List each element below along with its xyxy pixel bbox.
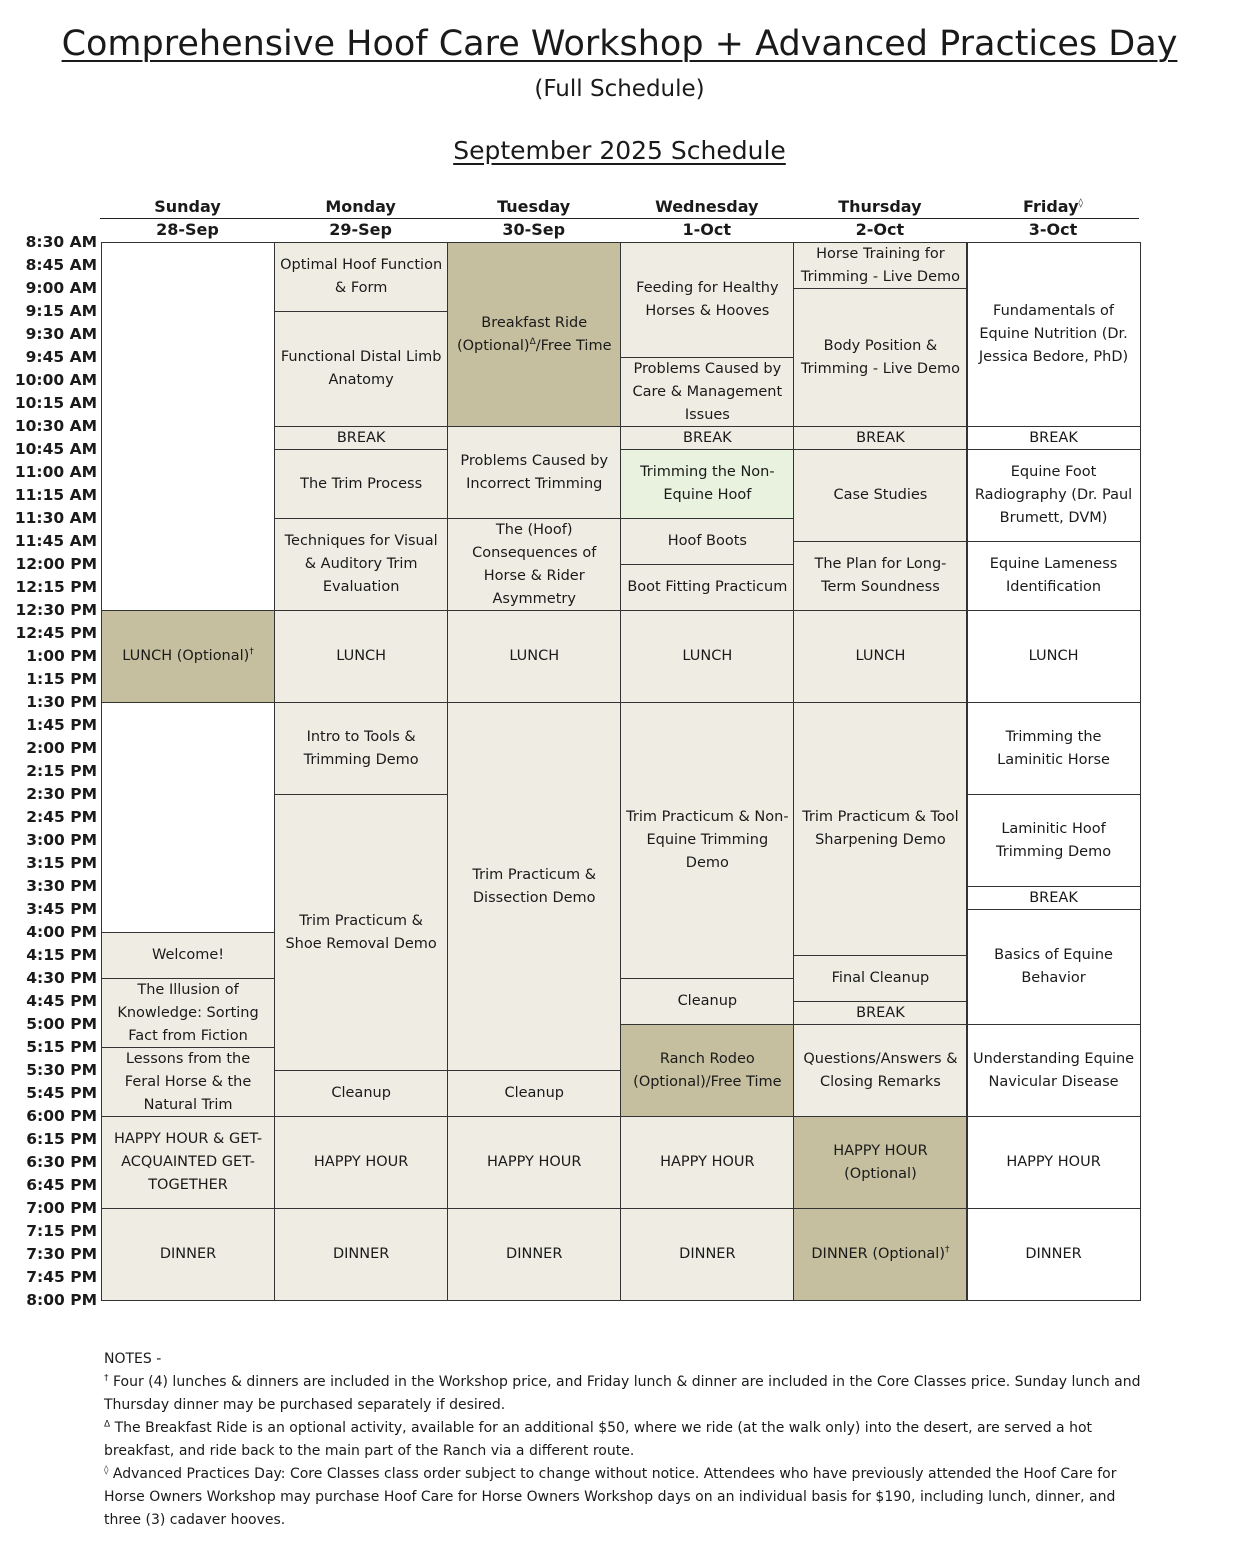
session-text: Lessons from the Feral Horse & the Natural Trim: [124, 1050, 252, 1113]
session-text: Feeding for Healthy Horses & Hooves: [636, 280, 779, 319]
time-label: 3:45 PM: [26, 899, 97, 918]
session-label: [452, 450, 616, 496]
session-text: Functional Distal Limb Anatomy: [280, 349, 442, 388]
session-text: The (Hoof) Consequences of Horse & Rider Asymmetry: [472, 521, 597, 607]
time-label: 4:45 PM: [26, 991, 97, 1010]
session-text: Laminitic Hoof Trimming Demo: [996, 820, 1112, 860]
session-label: [832, 967, 930, 990]
session-label: [972, 1048, 1136, 1094]
session-label: [279, 254, 443, 300]
session-text: DINNER: [332, 1246, 390, 1262]
time-label: 8:00 PM: [26, 1290, 97, 1309]
session-label: [625, 461, 789, 507]
session-cell: [967, 1024, 1141, 1117]
note-item: [104, 1371, 1144, 1417]
session-label: [972, 461, 1136, 530]
day-date: 1-Oct: [682, 220, 732, 239]
session-text: HAPPY HOUR (Optional): [833, 1142, 928, 1182]
session-text: Cleanup: [504, 1085, 564, 1101]
time-label: 7:15 PM: [26, 1221, 97, 1240]
time-label: 5:15 PM: [26, 1037, 97, 1056]
day-date: 30-Sep: [502, 220, 566, 239]
session-cell: [620, 449, 794, 519]
day-name: [274, 197, 447, 216]
header-rule: [100, 218, 1139, 219]
time-label: 8:45 AM: [25, 255, 97, 274]
footnote-mark: Δ: [529, 336, 536, 347]
day-name: [101, 197, 274, 216]
session-label: [625, 277, 789, 323]
session-cell: [274, 1070, 448, 1117]
session-cell: [447, 610, 621, 703]
time-label: 6:00 PM: [26, 1106, 97, 1125]
day-name: [447, 197, 620, 216]
session-text: Ranch Rodeo (Optional)/Free Time: [633, 1050, 782, 1090]
session-label: [625, 358, 789, 427]
session-text: Hoof Boots: [667, 533, 747, 549]
session-cell: [793, 1001, 967, 1025]
session-cell: [620, 702, 794, 979]
session-label: [1029, 887, 1078, 910]
session-label: [122, 645, 254, 668]
session-label: [798, 335, 962, 381]
session-cell: [101, 1208, 275, 1301]
session-cell: [793, 702, 967, 956]
time-label: 12:15 PM: [15, 577, 97, 596]
session-cell: [274, 242, 448, 312]
schedule-title: September 2025 Schedule: [453, 136, 786, 165]
time-label: 6:15 PM: [26, 1129, 97, 1148]
session-text: LUNCH: [682, 648, 733, 664]
session-label: [1006, 1151, 1100, 1174]
time-label: 3:00 PM: [26, 830, 97, 849]
session-label: [314, 1151, 408, 1174]
notes-section: [104, 1348, 1144, 1532]
session-label: [152, 944, 224, 967]
session-text: The Illusion of Knowledge: Sorting Fact from Fiction: [117, 981, 259, 1044]
session-label: [160, 1243, 216, 1266]
session-cell: [620, 1024, 794, 1117]
session-label: [798, 1048, 962, 1094]
time-label: 11:45 AM: [14, 531, 97, 550]
session-cell: [447, 1070, 621, 1117]
session-text: DINNER (Optional): [811, 1246, 945, 1262]
session-label: [452, 864, 616, 910]
session-text: Trimming the Laminitic Horse: [997, 728, 1110, 768]
footnote-mark: †: [104, 1373, 109, 1384]
session-text: HAPPY HOUR: [313, 1154, 409, 1170]
session-label: [972, 726, 1136, 772]
session-cell: [274, 449, 448, 519]
session-cell: [620, 1116, 794, 1209]
session-label: [452, 312, 616, 358]
session-text: Final Cleanup: [831, 970, 930, 986]
session-cell: [620, 357, 794, 427]
session-label: [106, 1048, 270, 1117]
session-label: [506, 1243, 562, 1266]
page-title: Comprehensive Hoof Care Workshop + Advanced Practices Day: [61, 24, 1178, 64]
session-cell: [967, 610, 1141, 703]
session-label: [798, 806, 962, 852]
session-text: LUNCH: [855, 648, 906, 664]
day-date: 2-Oct: [855, 220, 905, 239]
empty-cell: [101, 702, 275, 933]
time-label: 10:45 AM: [14, 439, 97, 458]
day-date: 28-Sep: [156, 220, 219, 239]
session-text: Questions/Answers & Closing Remarks: [803, 1050, 958, 1090]
time-label: 9:30 AM: [25, 324, 97, 343]
session-cell: [793, 1116, 967, 1209]
session-label: [668, 530, 747, 553]
footnote-mark: ◊: [104, 1465, 109, 1476]
time-label: 12:45 PM: [15, 623, 97, 642]
session-cell: [447, 518, 621, 611]
session-cell: [274, 610, 448, 703]
time-label: 8:30 AM: [25, 232, 97, 251]
session-label: [279, 346, 443, 392]
session-text: BREAK: [1029, 889, 1078, 906]
session-label: [625, 806, 789, 875]
session-text: LUNCH (Optional): [122, 648, 250, 664]
session-label: [811, 1243, 949, 1266]
time-label: 5:30 PM: [26, 1060, 97, 1079]
session-cell: [967, 886, 1141, 910]
session-label: [798, 243, 962, 289]
day-name: [967, 197, 1140, 216]
session-cell: [967, 1208, 1141, 1301]
session-label: [279, 726, 443, 772]
session-text: Body Position & Trimming - Live Demo: [800, 337, 960, 377]
session-cell: [274, 311, 448, 427]
session-label: [1025, 1243, 1081, 1266]
session-text: Equine Lameness Identification: [989, 556, 1118, 595]
session-cell: [793, 426, 967, 450]
time-label: 3:30 PM: [26, 876, 97, 895]
session-cell: [967, 242, 1141, 427]
session-cell: [620, 978, 794, 1025]
session-cell: [101, 932, 275, 979]
session-label: [856, 645, 906, 668]
session-cell: [274, 1208, 448, 1301]
session-text: LUNCH: [1028, 648, 1079, 664]
session-text: Trim Practicum & Tool Sharpening Demo: [802, 809, 959, 848]
session-label: [337, 427, 386, 450]
session-cell: [793, 1024, 967, 1117]
session-text: Trimming the Non-Equine Hoof: [640, 464, 775, 503]
session-label: [487, 1151, 581, 1174]
session-text: Trim Practicum & Shoe Removal Demo: [285, 912, 437, 952]
time-label: 7:00 PM: [26, 1198, 97, 1217]
session-text: LUNCH: [336, 648, 387, 664]
time-label: 5:00 PM: [26, 1014, 97, 1033]
footnote-mark: †: [944, 1245, 950, 1256]
session-label: [683, 427, 732, 450]
session-cell: [967, 541, 1141, 611]
session-text: HAPPY HOUR: [660, 1154, 755, 1170]
session-text-tail: /Free Time: [535, 337, 612, 354]
session-cell: [620, 610, 794, 703]
session-text: Trim Practicum & Dissection Demo: [472, 866, 597, 906]
time-label: 12:00 PM: [15, 554, 97, 573]
day-name-text: Thursday: [838, 197, 922, 216]
session-label: [300, 473, 422, 496]
time-label: 11:15 AM: [14, 485, 97, 504]
session-cell: [274, 794, 448, 1071]
session-text: The Plan for Long-Term Soundness: [814, 556, 947, 595]
session-text: Optimal Hoof Function & Form: [280, 257, 443, 296]
session-text: Case Studies: [833, 487, 928, 503]
session-text: Cleanup: [677, 993, 738, 1009]
time-label: 2:15 PM: [26, 761, 97, 780]
session-text: BREAK: [683, 429, 732, 446]
session-cell: [967, 702, 1141, 795]
session-text: Fundamentals of Equine Nutrition (Dr. Jessica Bedore, PhD): [978, 303, 1129, 365]
session-text: BREAK: [856, 1004, 905, 1021]
time-label: 7:45 PM: [26, 1267, 97, 1286]
session-label: [679, 1243, 735, 1266]
session-text: DINNER: [159, 1246, 217, 1262]
session-label: [504, 1082, 564, 1105]
day-name-text: Friday: [1023, 197, 1079, 216]
footnote-mark: Δ: [104, 1419, 111, 1430]
footnote-mark: †: [249, 647, 254, 658]
session-cell: [793, 288, 967, 427]
session-cell: [793, 1208, 967, 1301]
session-cell: [967, 794, 1141, 887]
session-text: HAPPY HOUR & GET-ACQUAINTED GET-TOGETHER: [113, 1131, 263, 1193]
time-label: 9:45 AM: [25, 347, 97, 366]
session-text: HAPPY HOUR: [487, 1154, 582, 1170]
session-cell: [967, 449, 1141, 542]
session-cell: [447, 702, 621, 1071]
session-label: [509, 645, 559, 668]
session-cell: [620, 564, 794, 611]
session-label: [972, 553, 1136, 599]
day-name-text: Sunday: [154, 197, 221, 216]
session-label: [856, 1002, 905, 1025]
day-name-text: Wednesday: [655, 197, 759, 216]
empty-cell: [101, 242, 275, 611]
session-label: [798, 553, 962, 599]
time-label: 10:30 AM: [14, 416, 97, 435]
time-label: 2:30 PM: [26, 784, 97, 803]
time-label: 4:15 PM: [26, 945, 97, 964]
day-name-text: Tuesday: [497, 197, 571, 216]
note-text: Four (4) lunches & dinners are included in the Workshop price, and Friday lunch & dinner are included in the Core Classes price. Sunday lunch and Thursday dinner may be purchased separately if desired.: [104, 1374, 1141, 1413]
session-cell: [793, 541, 967, 611]
time-label: 1:15 PM: [26, 669, 97, 688]
time-label: 6:30 PM: [26, 1152, 97, 1171]
time-label: 7:30 PM: [26, 1244, 97, 1263]
time-label: 9:15 AM: [25, 301, 97, 320]
session-cell: [620, 518, 794, 565]
session-cell: [620, 1208, 794, 1301]
session-text: HAPPY HOUR: [1006, 1154, 1101, 1170]
session-label: [106, 1128, 270, 1197]
notes-heading: NOTES -: [104, 1351, 162, 1367]
session-cell: [101, 1116, 275, 1209]
note-text: The Breakfast Ride is an optional activity, available for an additional $50, where we ride (at the walk only) into the desert, are served a hot breakfast, and ride back to the main part of the Ranch via a different route.: [104, 1420, 1093, 1459]
session-text: Equine Foot Radiography (Dr. Paul Brumett, DVM): [974, 464, 1133, 526]
session-text: Trim Practicum & Non-Equine Trimming Demo: [626, 809, 789, 871]
session-label: [625, 1048, 789, 1094]
session-label: [1029, 427, 1078, 450]
session-label: [972, 818, 1136, 864]
session-text: DINNER: [1025, 1246, 1082, 1262]
session-label: [279, 530, 443, 599]
session-label: [833, 484, 927, 507]
session-cell: [447, 426, 621, 519]
session-label: [331, 1082, 391, 1105]
session-label: [333, 1243, 389, 1266]
time-label: 10:00 AM: [14, 370, 97, 389]
session-label: [972, 944, 1136, 990]
session-text: Basics of Equine Behavior: [994, 947, 1113, 986]
session-text: Understanding Equine Navicular Disease: [972, 1050, 1135, 1090]
session-text: LUNCH: [509, 648, 560, 664]
time-label: 1:00 PM: [26, 646, 97, 665]
session-cell: [447, 242, 621, 427]
note-item: [104, 1417, 1144, 1463]
session-cell: [620, 242, 794, 358]
session-cell: [793, 610, 967, 703]
session-cell: [101, 978, 275, 1048]
session-cell: [101, 610, 275, 703]
session-cell: [967, 1116, 1141, 1209]
session-label: [1029, 645, 1079, 668]
session-label: [682, 645, 732, 668]
session-label: [279, 910, 443, 956]
notes-list: [104, 1371, 1144, 1532]
footnote-mark: ◊: [1078, 198, 1083, 209]
session-label: [856, 427, 905, 450]
session-cell: [793, 242, 967, 289]
time-label: 10:15 AM: [14, 393, 97, 412]
note-text: Advanced Practices Day: Core Classes class order subject to change without notice. Attendees who have previously attended the Hoof Care for Horse Owners Workshop may purchase Hoof Care for Horse Owners Workshop days on an individual basis for $190, including lunch, dinner, and three (3) cadaver hooves.: [104, 1466, 1117, 1528]
session-text: DINNER: [679, 1246, 736, 1262]
note-item: [104, 1463, 1144, 1532]
time-label: 2:00 PM: [26, 738, 97, 757]
session-cell: [101, 1047, 275, 1117]
time-label: 11:00 AM: [14, 462, 97, 481]
session-cell: [793, 955, 967, 1002]
time-label: 4:00 PM: [26, 922, 97, 941]
session-text: The Trim Process: [300, 475, 423, 492]
session-text: Breakfast Ride (Optional): [456, 314, 588, 354]
session-cell: [274, 518, 448, 611]
session-text: Welcome!: [151, 947, 225, 963]
day-name-text: Monday: [325, 197, 396, 216]
session-label: [660, 1151, 754, 1174]
session-text: Boot Fitting Practicum: [627, 579, 788, 595]
session-label: [452, 519, 616, 611]
session-label: [798, 1140, 962, 1186]
session-text: Problems Caused by Care & Management Issues: [632, 360, 783, 423]
session-text: BREAK: [1029, 429, 1078, 446]
session-text: Horse Training for Trimming - Live Demo: [800, 245, 960, 285]
session-cell: [447, 1208, 621, 1301]
page-subtitle: (Full Schedule): [534, 76, 705, 102]
session-cell: [793, 449, 967, 542]
session-cell: [967, 909, 1141, 1025]
session-label: [627, 576, 787, 599]
session-label: [678, 990, 738, 1013]
session-cell: [274, 426, 448, 450]
session-text: Problems Caused by Incorrect Trimming: [460, 452, 609, 492]
session-cell: [274, 702, 448, 795]
session-label: [972, 300, 1136, 369]
time-label: 12:30 PM: [15, 600, 97, 619]
time-label: 9:00 AM: [25, 278, 97, 297]
session-cell: [967, 426, 1141, 450]
session-label: [336, 645, 386, 668]
time-label: 2:45 PM: [26, 807, 97, 826]
day-date: 29-Sep: [329, 220, 392, 239]
session-text: Techniques for Visual & Auditory Trim Evaluation: [284, 533, 438, 595]
time-label: 1:30 PM: [26, 692, 97, 711]
time-label: 6:45 PM: [26, 1175, 97, 1194]
time-label: 4:30 PM: [26, 968, 97, 987]
time-label: 1:45 PM: [26, 715, 97, 734]
session-label: [106, 979, 270, 1048]
session-cell: [274, 1116, 448, 1209]
session-text: Intro to Tools & Trimming Demo: [303, 728, 419, 768]
time-label: 3:15 PM: [26, 853, 97, 872]
session-cell: [447, 1116, 621, 1209]
time-label: 11:30 AM: [14, 508, 97, 527]
session-text: BREAK: [336, 429, 386, 446]
session-text: BREAK: [856, 429, 905, 446]
session-text: Cleanup: [331, 1085, 391, 1101]
day-name: [620, 197, 793, 216]
session-text: DINNER: [506, 1246, 563, 1262]
time-label: 5:45 PM: [26, 1083, 97, 1102]
day-name: [793, 197, 966, 216]
day-date: 3-Oct: [1028, 220, 1078, 239]
session-cell: [620, 426, 794, 450]
